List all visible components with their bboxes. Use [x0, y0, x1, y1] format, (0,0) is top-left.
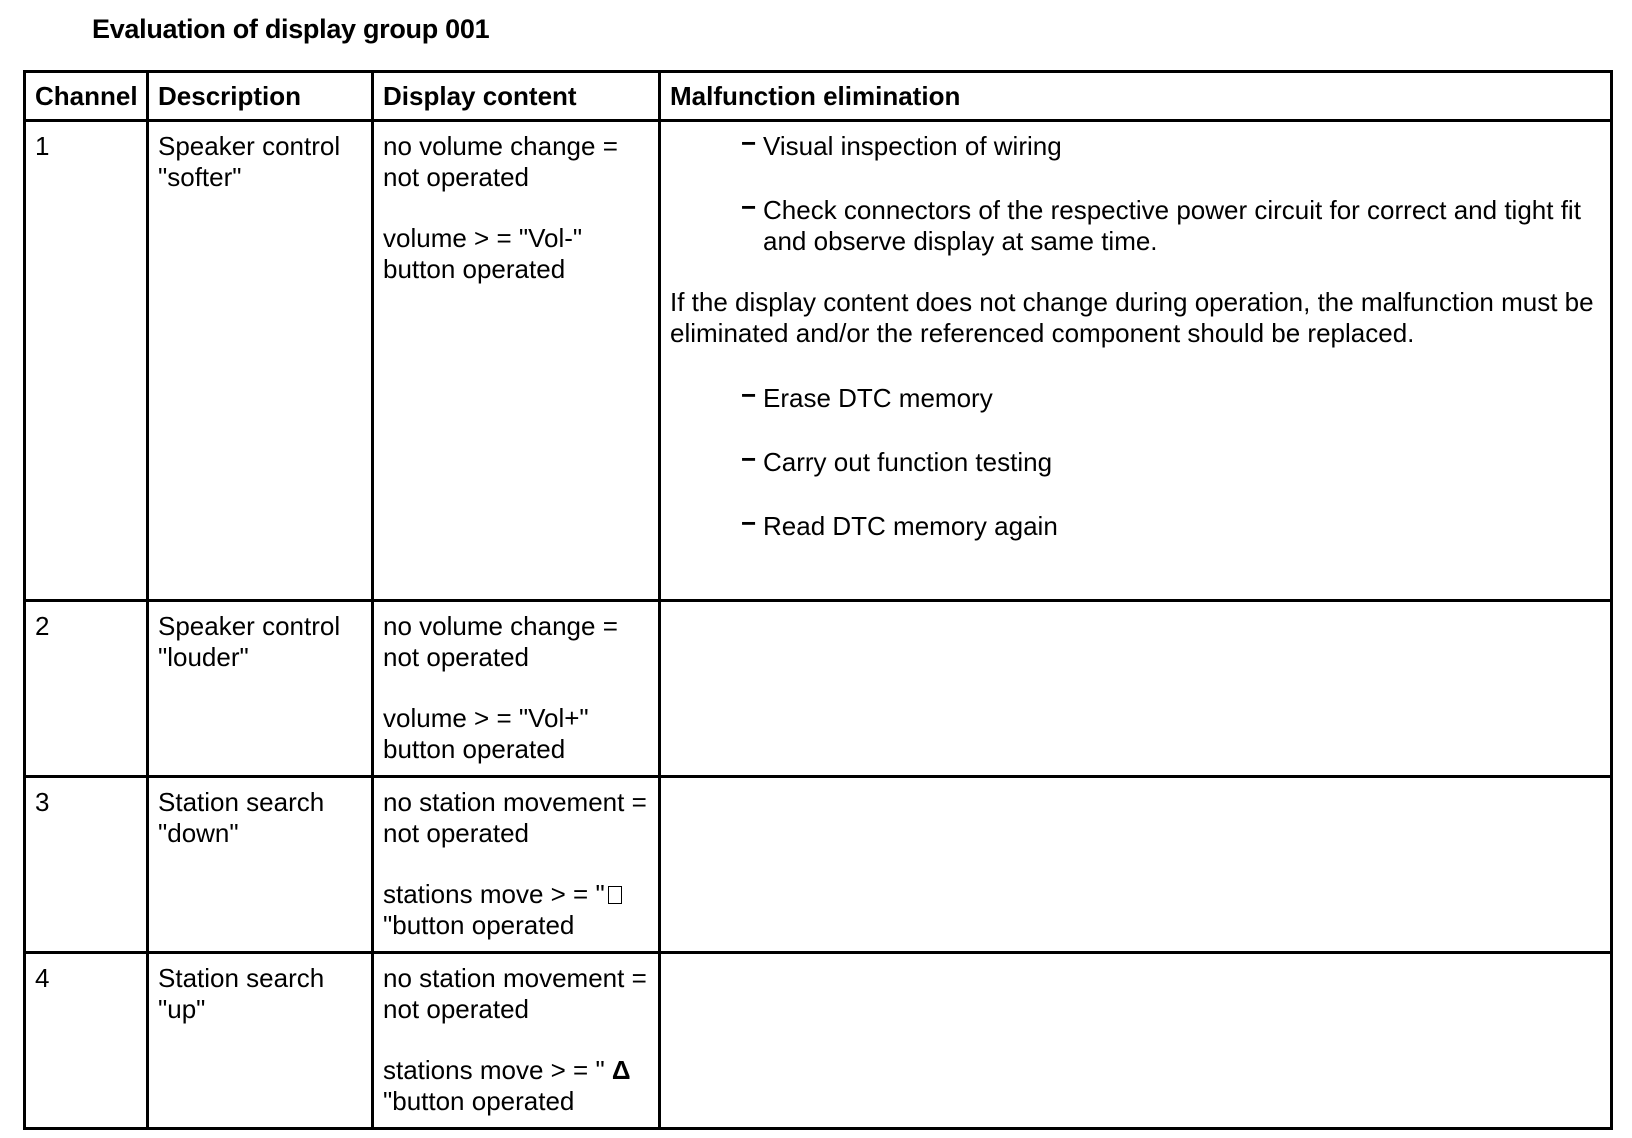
procedure-step-text: Erase DTC memory	[763, 383, 993, 413]
square-icon	[608, 886, 622, 904]
malfunction-cell	[660, 601, 1612, 777]
description-cell	[148, 601, 373, 777]
steps-before	[670, 128, 1601, 257]
procedure-step-text: Read DTC memory again	[763, 511, 1058, 541]
header-malfunction-elimination: Malfunction elimination	[660, 72, 1612, 121]
display-content-cell	[373, 953, 660, 1129]
dash-bullet: −	[741, 444, 757, 474]
malfunction-cell	[660, 121, 1612, 601]
channel-cell: 4	[25, 953, 148, 1129]
dash-bullet: −	[741, 380, 757, 410]
page-title: Evaluation of display group 001	[92, 14, 490, 44]
procedure-step	[670, 128, 1601, 162]
table-row	[25, 121, 1612, 601]
steps-after	[670, 380, 1601, 542]
table-row	[25, 601, 1612, 777]
display-text	[383, 1055, 649, 1117]
dash-bullet: −	[741, 128, 757, 158]
display-text	[383, 879, 649, 941]
header-display-content: Display content	[373, 72, 660, 121]
channel-cell: 2	[25, 601, 148, 777]
description-cell	[148, 777, 373, 953]
description-line: Station search	[158, 963, 325, 993]
procedure-step-text: Visual inspection of wiring	[763, 131, 1062, 161]
malfunction-note: If the display content does not change during operation, the malfunction must be eliminated and/or the referenced component should be replaced.	[670, 287, 1594, 348]
table-row	[25, 777, 1612, 953]
table-header-row	[25, 72, 1612, 121]
triangle-icon: Δ	[611, 1055, 631, 1085]
table-row	[25, 953, 1612, 1129]
procedure-step-text: Check connectors of the respective power circuit for correct and tight fit and observe display at same time.	[763, 195, 1581, 256]
header-description: Description	[148, 72, 373, 121]
channel-cell: 3	[25, 777, 148, 953]
procedure-step	[670, 380, 1601, 414]
procedure-step	[670, 192, 1601, 257]
description-line: "down"	[158, 818, 239, 848]
display-text-part: "button operated	[383, 1086, 575, 1116]
display-text: no station movement = not operated	[383, 963, 647, 1024]
description-line: "louder"	[158, 642, 249, 672]
display-text-part: stations move > = "	[383, 879, 605, 909]
header-channel: Channel	[25, 72, 148, 121]
description-cell	[148, 953, 373, 1129]
description-line: Speaker control	[158, 611, 341, 641]
malfunction-cell	[660, 777, 1612, 953]
display-text-part: "button operated	[383, 910, 575, 940]
display-content-cell	[373, 601, 660, 777]
description-cell	[148, 121, 373, 601]
procedure-step-text: Carry out function testing	[763, 447, 1053, 477]
display-text: no volume change = not operated	[383, 131, 618, 192]
description-line: "softer"	[158, 162, 242, 192]
display-text: volume > = "Vol+" button operated	[383, 703, 589, 764]
procedure-step	[670, 444, 1601, 478]
channel-cell: 1	[25, 121, 148, 601]
display-text: volume > = "Vol-" button operated	[383, 223, 583, 284]
display-content-cell	[373, 777, 660, 953]
malfunction-cell	[660, 953, 1612, 1129]
display-text: no volume change = not operated	[383, 611, 618, 672]
display-text-part: stations move > = "	[383, 1055, 605, 1085]
display-group-table	[23, 70, 1613, 1130]
display-content-cell	[373, 121, 660, 601]
procedure-step	[670, 508, 1601, 542]
display-text: no station movement = not operated	[383, 787, 647, 848]
description-line: "up"	[158, 994, 206, 1024]
description-line: Station search	[158, 787, 325, 817]
dash-bullet: −	[741, 192, 757, 222]
dash-bullet: −	[741, 508, 757, 538]
description-line: Speaker control	[158, 131, 341, 161]
